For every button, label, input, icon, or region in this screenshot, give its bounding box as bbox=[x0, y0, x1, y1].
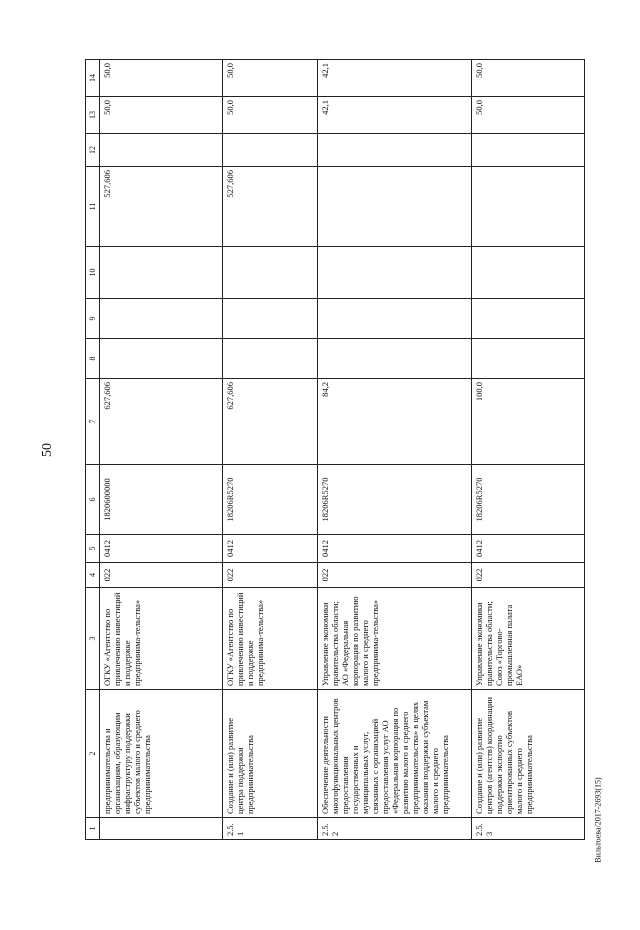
cell-num: 2.5.1 bbox=[223, 818, 318, 840]
cell-c8 bbox=[317, 339, 471, 379]
column-header-4: 4 bbox=[86, 563, 100, 588]
cell-c9 bbox=[100, 299, 223, 339]
cell-num: 2.5.2 bbox=[317, 818, 471, 840]
cell-c11: 527,606 bbox=[223, 167, 318, 247]
cell-c4: 022 bbox=[223, 563, 318, 588]
cell-c10 bbox=[471, 247, 584, 299]
cell-c4: 022 bbox=[100, 563, 223, 588]
cell-c10 bbox=[317, 247, 471, 299]
column-header-11: 11 bbox=[86, 167, 100, 247]
table-body bbox=[100, 60, 585, 840]
table-row bbox=[223, 60, 318, 840]
column-header-5: 5 bbox=[86, 535, 100, 563]
cell-c6: 1820600000 bbox=[100, 465, 223, 535]
cell-name: Создание и (или) развитие центра поддержки предпринимательства bbox=[223, 690, 318, 818]
cell-executor: ОГКУ «Агентство по привлечению инвестиций и поддержке предпринима-тельства» bbox=[100, 588, 223, 690]
cell-name: Обеспечение деятельности многофункциональных центров предоставления государственных и муниципальных услуг, связанных с организацией предоставления услуг АО «Федеральная корпорация по развитию малого и среднего предпринимательства» в целях оказания поддержки субъектам малого и среднего предпринимательства bbox=[317, 690, 471, 818]
cell-c9 bbox=[471, 299, 584, 339]
column-header-8: 8 bbox=[86, 339, 100, 379]
cell-executor: Управление экономики правительства области; АО «Федеральная корпорация по развитию малого и среднего предпринима-тельства» bbox=[317, 588, 471, 690]
program-table bbox=[85, 59, 585, 840]
cell-c4: 022 bbox=[471, 563, 584, 588]
column-header-7: 7 bbox=[86, 379, 100, 465]
column-header-9: 9 bbox=[86, 299, 100, 339]
cell-c12 bbox=[223, 134, 318, 167]
cell-c8 bbox=[100, 339, 223, 379]
column-header-1: 1 bbox=[86, 818, 100, 840]
cell-c7: 100,0 bbox=[471, 379, 584, 465]
column-header-2: 2 bbox=[86, 690, 100, 818]
column-header-12: 12 bbox=[86, 134, 100, 167]
cell-num: 2.5.3 bbox=[471, 818, 584, 840]
cell-c5: 0412 bbox=[223, 535, 318, 563]
cell-c10 bbox=[100, 247, 223, 299]
cell-c11 bbox=[317, 167, 471, 247]
table-row bbox=[317, 60, 471, 840]
cell-c13: 50,0 bbox=[223, 97, 318, 134]
column-header-14: 14 bbox=[86, 60, 100, 97]
cell-c4: 022 bbox=[317, 563, 471, 588]
cell-c12 bbox=[317, 134, 471, 167]
cell-c5: 0412 bbox=[100, 535, 223, 563]
cell-executor: Управление экономики правительства области; Союз «Торгово-промышленная палата ЕАО» bbox=[471, 588, 584, 690]
cell-c14: 50,0 bbox=[471, 60, 584, 97]
cell-c6: 18206R5270 bbox=[223, 465, 318, 535]
cell-c9 bbox=[223, 299, 318, 339]
cell-c6: 18206R5270 bbox=[471, 465, 584, 535]
cell-executor: ОГКУ «Агентство по привлечению инвестиций и поддержке предпринима-тельства» bbox=[223, 588, 318, 690]
cell-c14: 50,0 bbox=[100, 60, 223, 97]
cell-c11: 527,606 bbox=[100, 167, 223, 247]
cell-c8 bbox=[471, 339, 584, 379]
cell-c6: 18206R5270 bbox=[317, 465, 471, 535]
cell-c13: 50,0 bbox=[100, 97, 223, 134]
table-container bbox=[85, 60, 585, 840]
table-row bbox=[100, 60, 223, 840]
cell-c9 bbox=[317, 299, 471, 339]
cell-c10 bbox=[223, 247, 318, 299]
column-header-13: 13 bbox=[86, 97, 100, 134]
cell-c7: 627,606 bbox=[223, 379, 318, 465]
column-header-10: 10 bbox=[86, 247, 100, 299]
cell-name: предпринимательства и организациям, образующим инфраструктуру поддержки субъектов малого и среднего предпринимательства bbox=[100, 690, 223, 818]
cell-name: Создание и (или) развитие центров (агентств) координации поддержки экспортно ориентированных субъектов малого и среднего предпринимательства bbox=[471, 690, 584, 818]
cell-c12 bbox=[100, 134, 223, 167]
cell-c14: 50,0 bbox=[223, 60, 318, 97]
cell-c5: 0412 bbox=[317, 535, 471, 563]
footer-stamp: Вильтоева/2017-2693(15) bbox=[593, 777, 603, 863]
page-number: 50 bbox=[40, 443, 55, 457]
cell-c11 bbox=[471, 167, 584, 247]
cell-c13: 50,0 bbox=[471, 97, 584, 134]
cell-c5: 0412 bbox=[471, 535, 584, 563]
column-header-3: 3 bbox=[86, 588, 100, 690]
rotated-table-frame bbox=[85, 60, 585, 840]
header-row bbox=[86, 60, 100, 840]
cell-c8 bbox=[223, 339, 318, 379]
cell-c7: 627,606 bbox=[100, 379, 223, 465]
table-row bbox=[471, 60, 584, 840]
cell-c12 bbox=[471, 134, 584, 167]
column-header-6: 6 bbox=[86, 465, 100, 535]
cell-c7: 84,2 bbox=[317, 379, 471, 465]
cell-c13: 42,1 bbox=[317, 97, 471, 134]
cell-c14: 42,1 bbox=[317, 60, 471, 97]
cell-num bbox=[100, 818, 223, 840]
